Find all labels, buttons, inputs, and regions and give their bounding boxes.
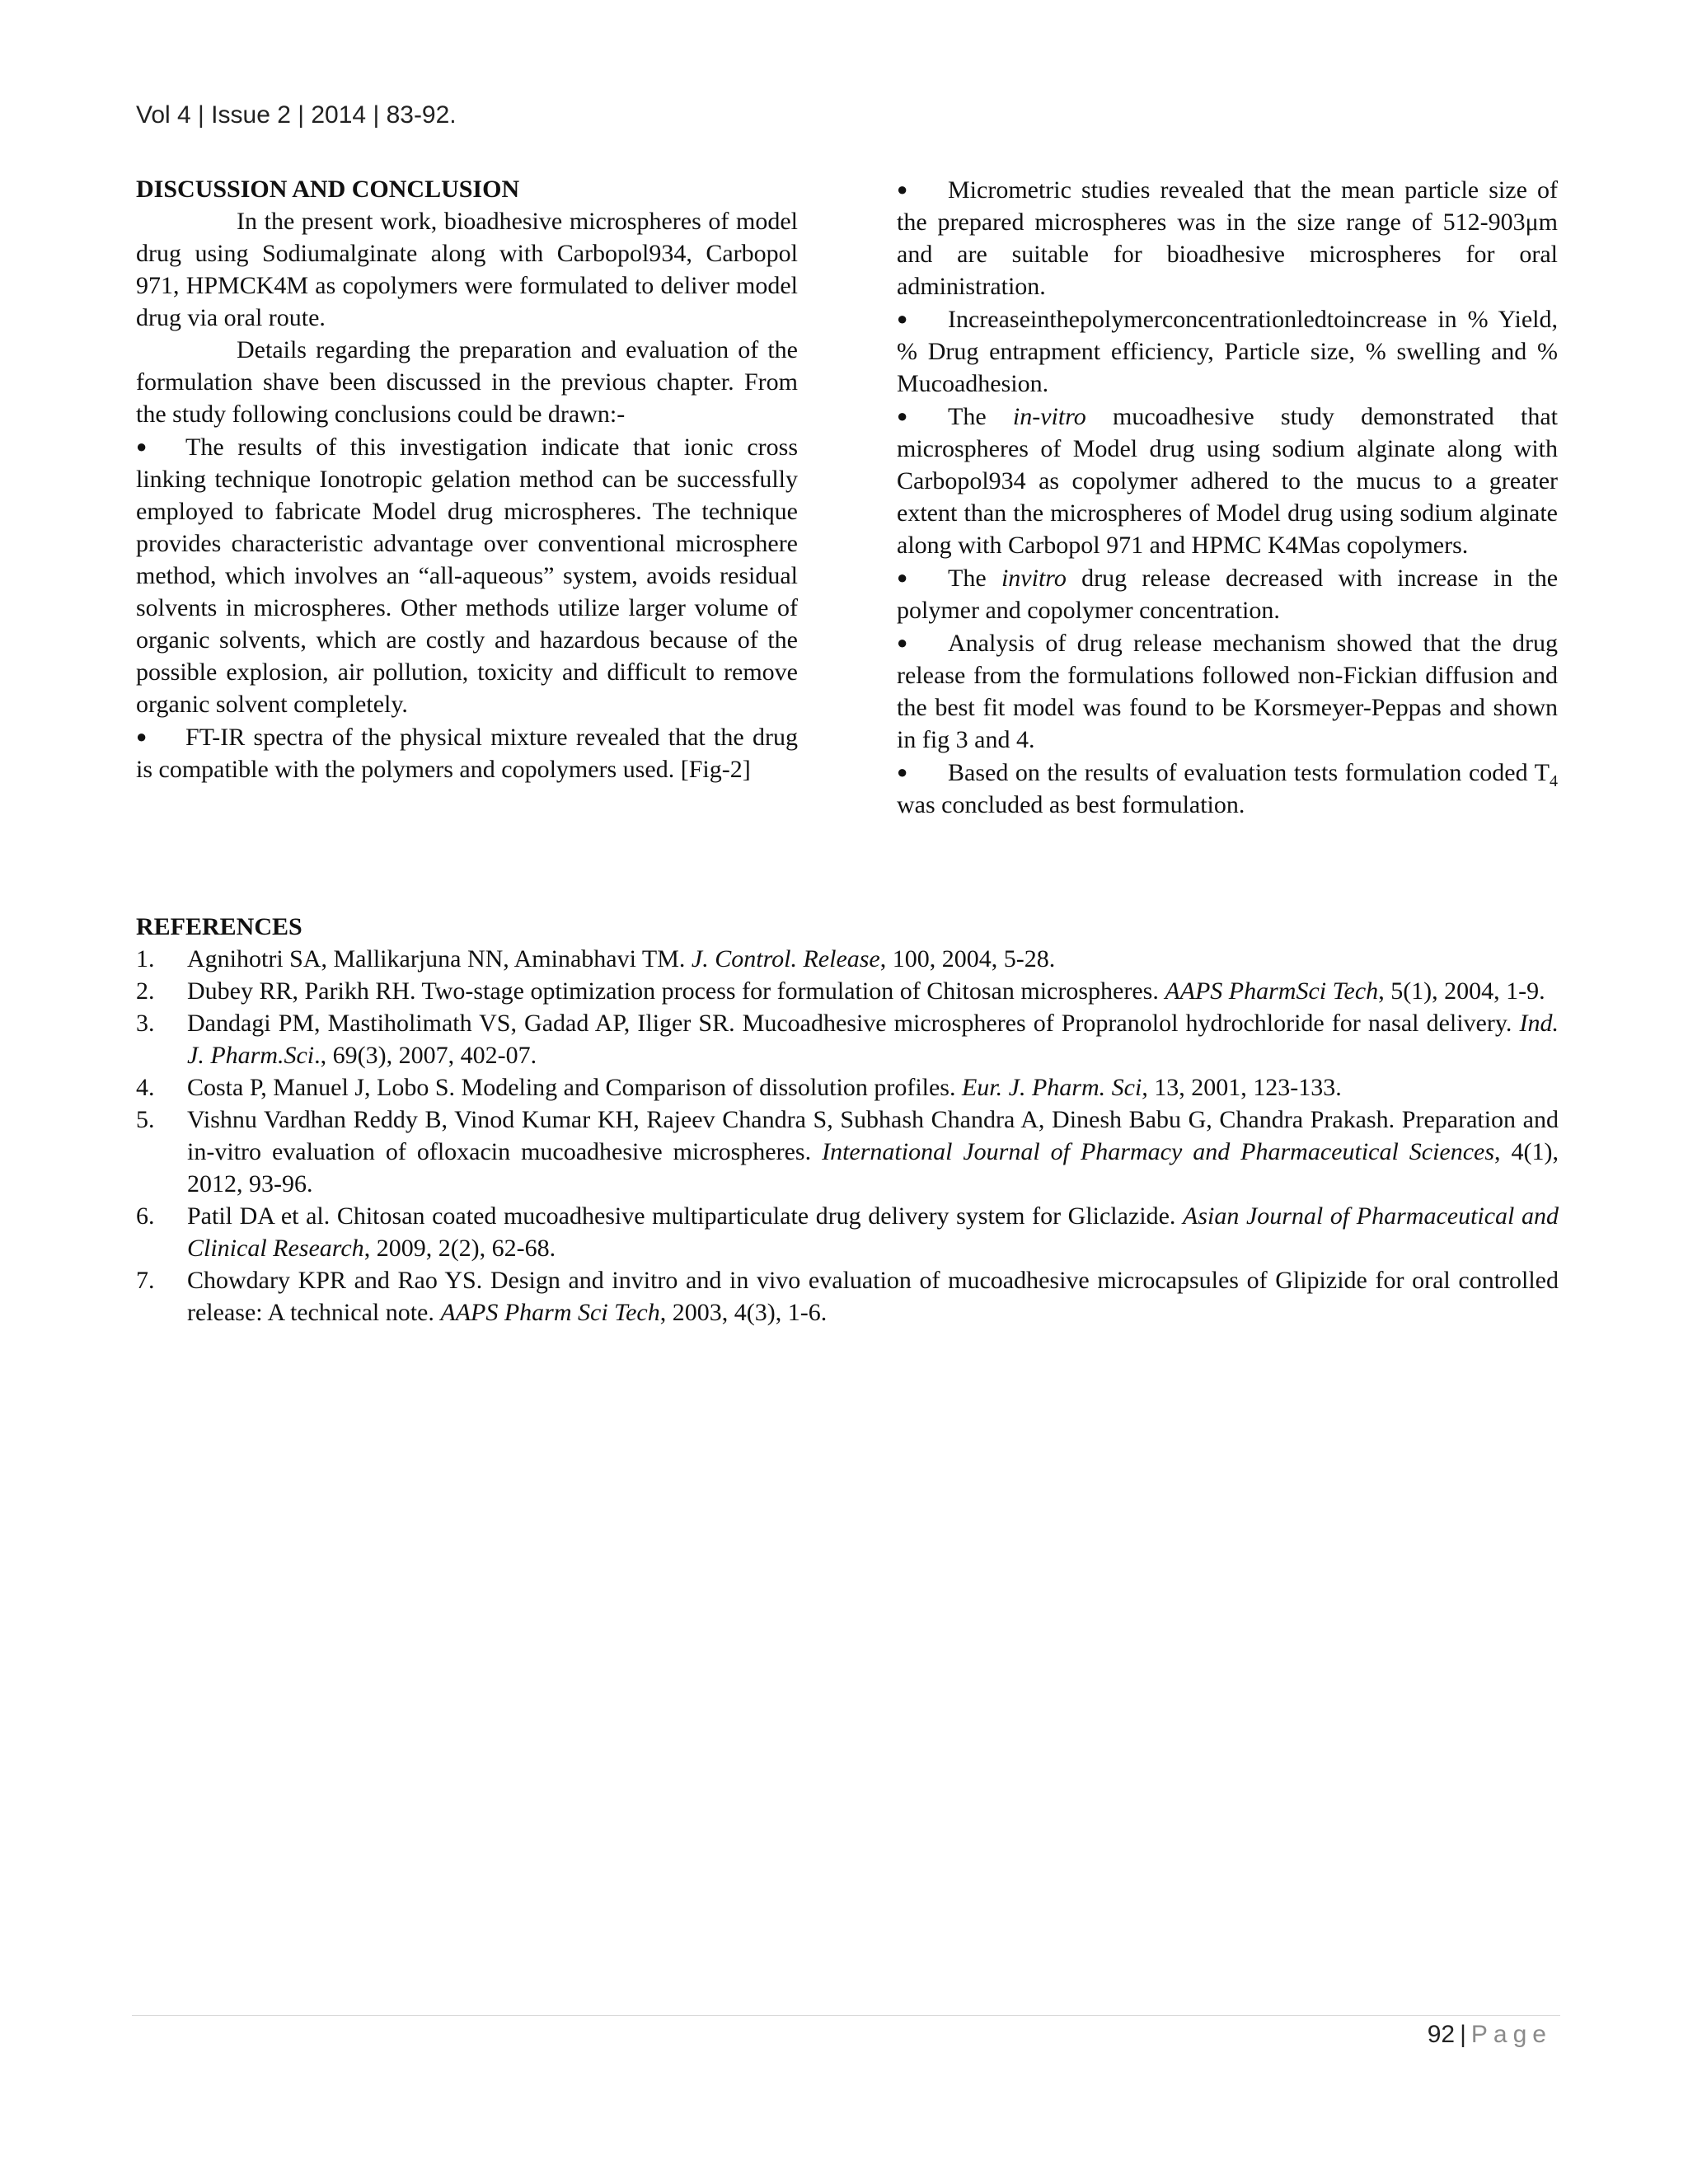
bullet-item: ● The in-vitro mucoadhesive study demonstrated that microspheres of Model drug using sodium alginate along with Carbopol934 as copolymer adhered to the mucus to a greater extent than the microspheres of Model drug using sodium alginate along with Carbopol 971 and HPMC K4Mas copolymers. <box>897 400 1558 561</box>
bullet-icon: ● <box>136 436 148 457</box>
references-section <box>136 911 1559 1329</box>
bullet-item: ● Increaseinthepolymerconcentrationledtoincrease in % Yield, % Drug entrapment efficiency, Particle size, % swelling and % Mucoadhesion. <box>897 302 1558 400</box>
running-header: Vol 4 | Issue 2 | 2014 | 83-92. <box>136 101 457 129</box>
bullet-item: ● The results of this investigation indicate that ionic cross linking technique Ionotropic gelation method can be successfully employed to fabricate Model drug microspheres. The technique provides characteristic advantage over conventional microsphere method, which involves an “all-aqueous” system, avoids residual solvents in microspheres. Other methods utilize larger volume of organic solvents, which are costly and hazardous because of the possible explosion, air pollution, toxicity and difficult to remove organic solvent completely. <box>136 430 798 720</box>
paragraph: In the present work, bioadhesive microspheres of model drug using Sodiumalginate along with Carbopol934, Carbopol 971, HPMCK4M as copolymers were formulated to deliver model drug via oral route. <box>136 208 798 331</box>
page-number: 92 <box>1427 2021 1456 2048</box>
right-column <box>897 173 1558 821</box>
reference-item: 2. Dubey RR, Parikh RH. Two-stage optimization process for formulation of Chitosan microspheres. AAPS PharmSci Tech, 5(1), 2004, 1-9. <box>136 977 1545 1005</box>
footer-separator: | <box>1460 2021 1466 2048</box>
bullet-item: ● FT-IR spectra of the physical mixture revealed that the drug is compatible with the polymers and copolymers used. [Fig-2] <box>136 720 798 785</box>
footer-divider <box>132 2015 1560 2016</box>
references-heading: REFERENCES <box>136 913 302 940</box>
bullet-icon: ● <box>897 762 908 782</box>
bullet-item: ● Based on the results of evaluation tests formulation coded $T_4$ was concluded as best formulation. <box>897 756 1558 821</box>
reference-item: 5. Vishnu Vardhan Reddy B, Vinod Kumar KH, Rajeev Chandra S, Subhash Chandra A, Dinesh Babu G, Chandra Prakash. Preparation and in-vitro evaluation of ofloxacin mucoadhesive microspheres. International Journal of Pharmacy and Pharmaceutical Sciences, 4(1), 2012, 93-96. <box>136 1106 1559 1197</box>
page-label: Page <box>1470 2021 1552 2048</box>
reference-item: 6. Patil DA et al. Chitosan coated mucoadhesive multiparticulate drug delivery system for Gliclazide. Asian Journal of Pharmaceutical and Clinical Research, 2009, 2(2), 62-68. <box>136 1202 1559 1262</box>
page-footer <box>1428 2021 1552 2049</box>
bullet-icon: ● <box>897 567 908 588</box>
reference-item: 1. Agnihotri SA, Mallikarjuna NN, Aminabhavi TM. J. Control. Release, 100, 2004, 5-28. <box>136 945 1056 972</box>
bullet-item: ● Micrometric studies revealed that the mean particle size of the prepared microspheres was in the size range of 512-903μm and are suitable for bioadhesive microspheres for oral administration. <box>897 173 1558 302</box>
section-heading: DISCUSSION AND CONCLUSION <box>136 176 520 203</box>
bullet-item: ● Analysis of drug release mechanism showed that the drug release from the formulations followed non-Fickian diffusion and the best fit model was found to be Korsmeyer-Peppas and shown in fig 3 and 4. <box>897 626 1558 756</box>
bullet-icon: ● <box>897 632 908 653</box>
bullet-icon: ● <box>897 308 908 329</box>
reference-item: 4. Costa P, Manuel J, Lobo S. Modeling and Comparison of dissolution profiles. Eur. J. Pharm. Sci, 13, 2001, 123-133. <box>136 1074 1342 1101</box>
left-column <box>136 173 798 785</box>
bullet-item: ● The invitro drug release decreased with increase in the polymer and copolymer concentration. <box>897 561 1558 626</box>
bullet-icon: ● <box>897 179 908 199</box>
bullet-icon: ● <box>136 726 148 747</box>
bullet-icon: ● <box>897 405 908 426</box>
reference-item: 3. Dandagi PM, Mastiholimath VS, Gadad AP, Iliger SR. Mucoadhesive microspheres of Propranolol hydrochloride for nasal delivery. Ind. J. Pharm.Sci., 69(3), 2007, 402-07. <box>136 1010 1559 1069</box>
paragraph: Details regarding the preparation and evaluation of the formulation shave been discussed in the previous chapter. From the study following conclusions could be drawn:- <box>136 336 798 428</box>
reference-item: 7. Chowdary KPR and Rao YS. Design and invitro and in vivo evaluation of mucoadhesive microcapsules of Glipizide for oral controlled release: A technical note. AAPS Pharm Sci Tech, 2003, 4(3), 1-6. <box>136 1267 1559 1326</box>
